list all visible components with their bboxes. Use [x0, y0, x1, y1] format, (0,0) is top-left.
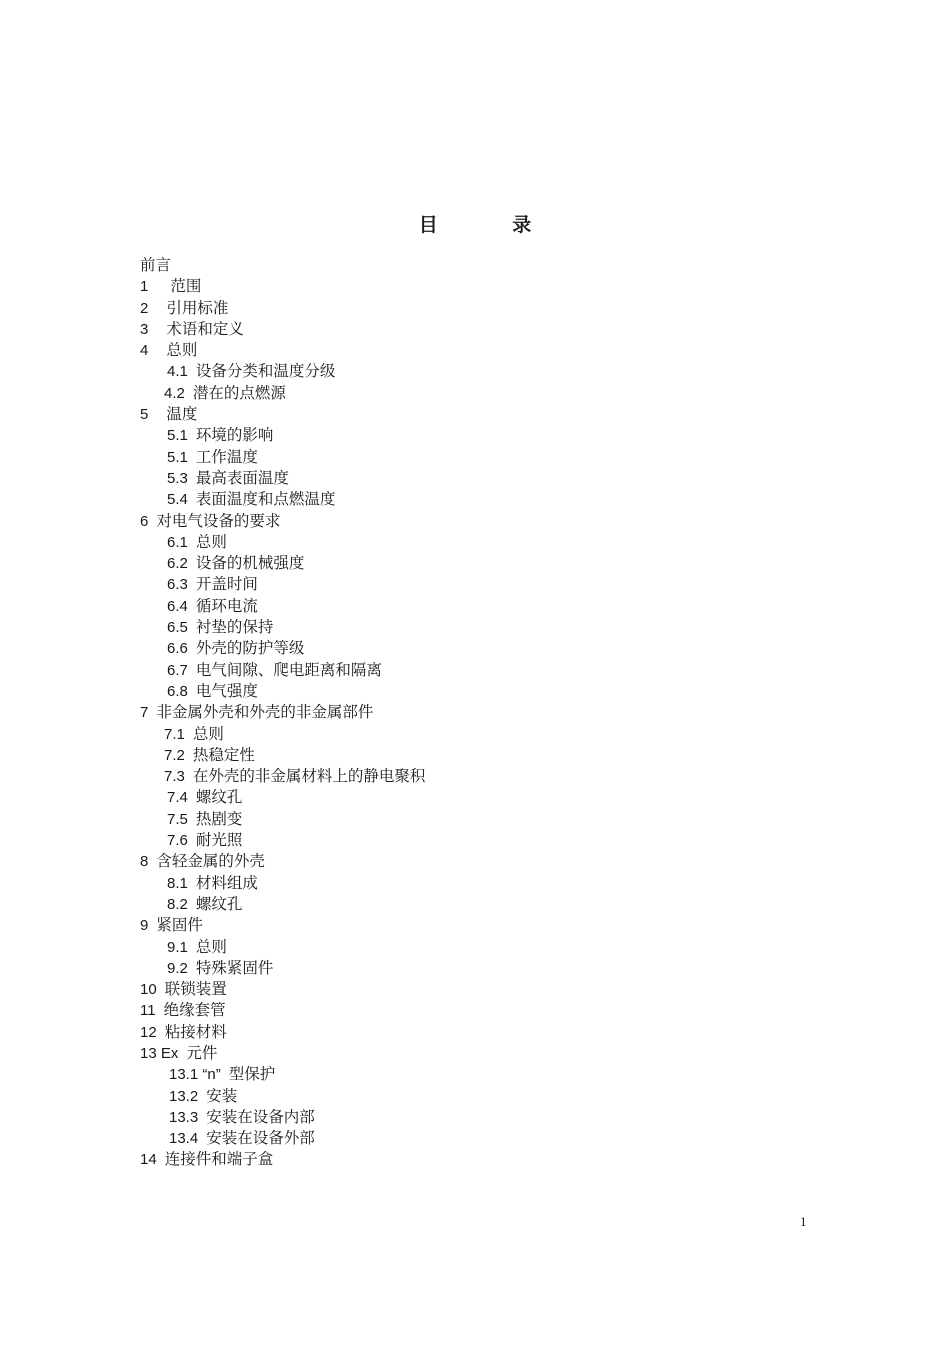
toc-entry	[140, 894, 840, 915]
toc-entry-number: 7.6	[167, 832, 188, 850]
toc-entry-number: 6.3	[167, 576, 188, 594]
toc-entry	[140, 1043, 840, 1064]
toc-title: 目 录	[418, 214, 566, 236]
toc-entry-number: 5	[140, 406, 149, 424]
toc-entry-number: 5.4	[167, 491, 188, 509]
toc-entry-number: 5.3	[167, 469, 188, 487]
toc-entry-title: 紧固件	[156, 916, 203, 935]
toc-entry-title: 非金属外壳和外壳的非金属部件	[156, 703, 374, 722]
toc-entry	[140, 1149, 840, 1170]
toc-entry	[140, 766, 840, 787]
toc-entry-number: 10	[140, 981, 157, 999]
toc-entry-title: 环境的影响	[195, 426, 274, 445]
toc-entry-number: 8	[140, 853, 149, 871]
toc-entry-title: 热稳定性	[192, 745, 255, 764]
toc-entry-title: 总则	[166, 341, 198, 360]
toc-entry	[140, 745, 840, 766]
toc-entry-number: 9	[140, 917, 149, 935]
toc-entry	[140, 532, 840, 553]
toc-entry-title: 材料组成	[195, 873, 258, 892]
toc-entry-number: 7.3	[164, 768, 185, 786]
toc-entry-number: 6.7	[167, 661, 188, 679]
toc-entry	[140, 447, 840, 468]
toc-entry	[140, 340, 840, 361]
toc-entry-number: 13 Ex	[140, 1044, 179, 1062]
toc-entry	[140, 511, 840, 532]
toc-entry-title: 循环电流	[195, 596, 258, 615]
toc-entry-title: 工作温度	[195, 447, 258, 466]
toc-entry-number: 9.2	[167, 959, 188, 977]
toc-entry-title: 前言	[140, 256, 172, 274]
toc-entry-title: 总则	[195, 937, 227, 956]
toc-entry	[140, 574, 840, 595]
toc-entry-title: 耐光照	[195, 831, 243, 850]
toc-entry	[140, 638, 840, 659]
toc-entry-number: 1	[140, 278, 149, 296]
toc-entry	[140, 276, 840, 297]
toc-entry	[140, 489, 840, 510]
toc-entry-title: 在外壳的非金属材料上的静电聚积	[192, 767, 426, 786]
toc-entry-number: 6.2	[167, 555, 188, 573]
toc-entry	[140, 1064, 840, 1085]
toc-entry-number: 2	[140, 299, 149, 317]
toc-entry-number: 6.6	[167, 640, 188, 658]
toc-entry-title: 设备分类和温度分级	[195, 362, 336, 381]
toc-entry-number: 8.1	[167, 874, 188, 892]
toc-entry-title: 特殊紧固件	[195, 958, 274, 977]
toc-entry-number: 6	[140, 512, 149, 530]
toc-entry-number: 8.2	[167, 895, 188, 913]
toc-entry	[140, 1107, 840, 1128]
toc-entry	[140, 660, 840, 681]
toc-entry-number: 3	[140, 320, 149, 338]
toc-entry	[140, 958, 840, 979]
toc-entry-title: 元件	[186, 1043, 218, 1062]
toc-entry-title: 电气强度	[195, 681, 258, 700]
page-number: 1	[800, 1214, 807, 1229]
toc-entry-title: 粘接材料	[164, 1022, 227, 1041]
toc-entry-number: 14	[140, 1151, 157, 1169]
toc-entry-title: 术语和定义	[166, 319, 244, 338]
toc-entry-number: 9.1	[167, 938, 188, 956]
toc-entry	[140, 830, 840, 851]
toc-entry	[140, 937, 840, 958]
toc-entry-number: 13.3	[169, 1108, 199, 1126]
toc-entry-number: 7.4	[167, 789, 188, 807]
toc-entry	[140, 255, 840, 276]
toc-entry-number: 4.2	[164, 384, 185, 402]
toc-entry-title: 对电气设备的要求	[156, 511, 281, 530]
toc-entry-number: 12	[140, 1023, 157, 1041]
toc-entry-title: 范围	[170, 277, 202, 296]
toc-entry-title: 衬垫的保持	[195, 618, 274, 637]
toc-entry-number: 6.8	[167, 682, 188, 700]
toc-entry	[140, 809, 840, 830]
toc-entry-number: 5.1	[167, 427, 188, 445]
toc-entry-title: 热剧变	[195, 809, 243, 828]
toc-entry-number: 5.1	[167, 448, 188, 466]
toc-entry-title: 联锁装置	[164, 980, 227, 999]
toc-entry-title: 螺纹孔	[195, 894, 243, 913]
toc-entry-number: 7.1	[164, 725, 185, 743]
toc-entry-number: 6.5	[167, 619, 188, 637]
toc-entry	[140, 383, 840, 404]
toc-entry-number: 6.4	[167, 597, 188, 615]
toc-entry-title: 安装	[206, 1086, 238, 1105]
toc-entry-title: 最高表面温度	[195, 468, 289, 487]
toc-entry-title: 外壳的防护等级	[195, 639, 305, 658]
toc-entry-number: 13.1 “n”	[169, 1066, 221, 1084]
toc-entry	[140, 979, 840, 1000]
toc-entry-number: 4.1	[167, 363, 188, 381]
toc-entry	[140, 873, 840, 894]
toc-entry-title: 连接件和端子盒	[164, 1150, 274, 1169]
toc-entry	[140, 851, 840, 872]
toc-entry	[140, 298, 840, 319]
toc-entry	[140, 425, 840, 446]
toc-entry-title: 温度	[166, 405, 198, 424]
toc-entry-title: 绝缘套管	[163, 1001, 226, 1020]
toc-entry	[140, 468, 840, 489]
toc-entry-number: 7.5	[167, 810, 188, 828]
toc-entry	[140, 915, 840, 936]
table-of-contents	[140, 255, 840, 1171]
toc-entry	[140, 361, 840, 382]
toc-entry	[140, 404, 840, 425]
toc-entry-number: 13.4	[169, 1130, 199, 1148]
toc-entry-title: 设备的机械强度	[195, 554, 305, 573]
toc-entry-title: 电气间隙、爬电距离和隔离	[195, 660, 382, 679]
toc-entry-title: 引用标准	[166, 298, 229, 317]
toc-entry	[140, 1022, 840, 1043]
toc-entry	[140, 702, 840, 723]
toc-entry	[140, 319, 840, 340]
toc-entry-title: 型保护	[228, 1065, 276, 1084]
toc-entry-number: 7	[140, 704, 149, 722]
toc-entry-number: 11	[140, 1002, 156, 1020]
toc-entry	[140, 787, 840, 808]
toc-entry-title: 螺纹孔	[195, 788, 243, 807]
toc-entry	[140, 681, 840, 702]
toc-entry-title: 含轻金属的外壳	[156, 852, 265, 871]
toc-entry-number: 4	[140, 342, 149, 360]
toc-entry-title: 潜在的点燃源	[192, 383, 286, 402]
toc-entry	[140, 596, 840, 617]
toc-entry	[140, 1128, 840, 1149]
toc-entry-title: 安装在设备内部	[206, 1107, 315, 1126]
toc-entry-title: 总则	[195, 532, 227, 551]
toc-entry	[140, 1086, 840, 1107]
toc-entry	[140, 1000, 840, 1021]
toc-entry-title: 总则	[192, 724, 224, 743]
toc-entry	[140, 617, 840, 638]
toc-entry-title: 安装在设备外部	[206, 1129, 315, 1148]
toc-entry-number: 7.2	[164, 746, 185, 764]
toc-entry	[140, 553, 840, 574]
toc-entry-number: 13.2	[169, 1087, 199, 1105]
toc-entry-title: 开盖时间	[195, 575, 258, 594]
toc-entry-title: 表面温度和点燃温度	[195, 490, 336, 509]
toc-entry	[140, 724, 840, 745]
toc-entry-number: 6.1	[167, 533, 188, 551]
